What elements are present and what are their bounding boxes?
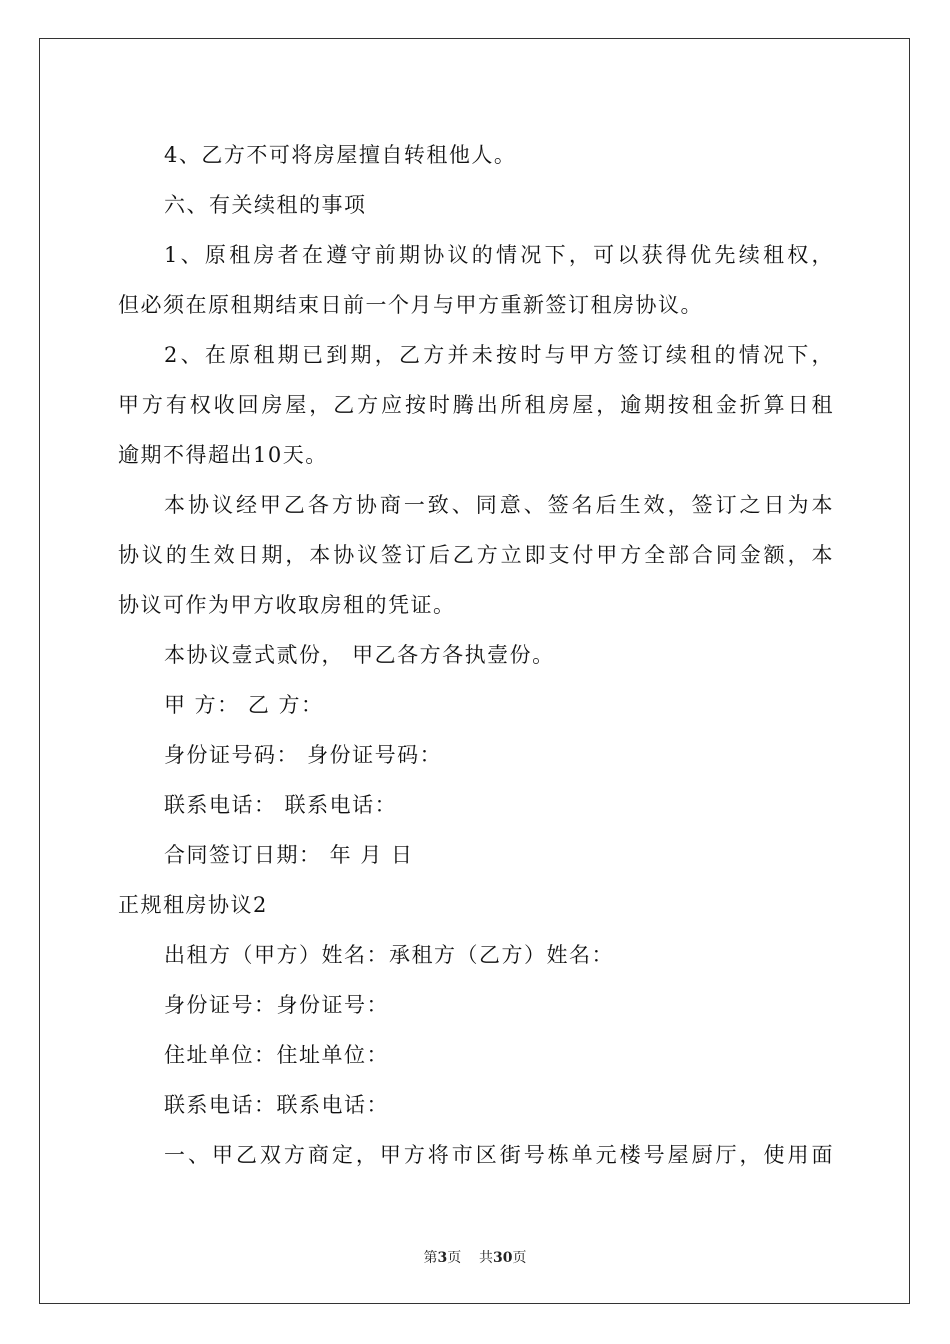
phone-line: 联系电话：联系电话：: [164, 1093, 389, 1117]
total-pages: 30: [493, 1250, 513, 1266]
paragraph-line: 协议可作为甲方收取房租的凭证。: [118, 593, 456, 617]
paragraph-line: 逾期不得超出10天。: [118, 443, 328, 467]
address-line: 住址单位：住址单位：: [164, 1043, 389, 1067]
page-footer: [0, 1247, 950, 1267]
paragraph-line: 本协议壹式贰份， 甲乙各方各执壹份。: [164, 643, 555, 667]
id-number-line: 身份证号：身份证号：: [164, 993, 389, 1017]
document-body: [118, 130, 834, 1180]
total-suffix: 页: [512, 1250, 527, 1266]
paragraph-line: 2、在原租期已到期，乙方并未按时与甲方签订续租的情况下，: [164, 343, 834, 367]
paragraph-line: 但必须在原租期结束日前一个月与甲方重新签订租房协议。: [118, 293, 703, 317]
signature-party-line: 甲 方： 乙 方：: [164, 693, 324, 717]
paragraph-line: 4、乙方不可将房屋擅自转租他人。: [164, 143, 517, 167]
sign-date-line: 合同签订日期： 年 月 日: [164, 843, 414, 867]
paragraph-line: 1、原租房者在遵守前期协议的情况下，可以获得优先续租权，: [164, 243, 834, 267]
id-number-line: 身份证号码： 身份证号码：: [164, 743, 443, 767]
paragraph-line: 一、甲乙双方商定，甲方将市区街号栋单元楼号屋厨厅，使用面: [164, 1143, 834, 1167]
page-suffix: 页: [447, 1250, 462, 1266]
page-number: 3: [437, 1250, 448, 1266]
paragraph-line: 甲方有权收回房屋，乙方应按时腾出所租房屋，逾期按租金折算日租: [118, 393, 834, 417]
document-title: 正规租房协议2: [118, 893, 268, 917]
section-heading: 六、有关续租的事项: [164, 193, 367, 217]
phone-line: 联系电话： 联系电话：: [164, 793, 398, 817]
party-names-line: 出租方（甲方）姓名：承租方（乙方）姓名：: [164, 943, 614, 967]
page-prefix: 第: [423, 1250, 438, 1266]
paragraph-line: 协议的生效日期，本协议签订后乙方立即支付甲方全部合同金额，本: [118, 543, 834, 567]
paragraph-line: 本协议经甲乙各方协商一致、同意、签名后生效，签订之日为本: [164, 493, 834, 517]
total-prefix: 共: [479, 1250, 494, 1266]
